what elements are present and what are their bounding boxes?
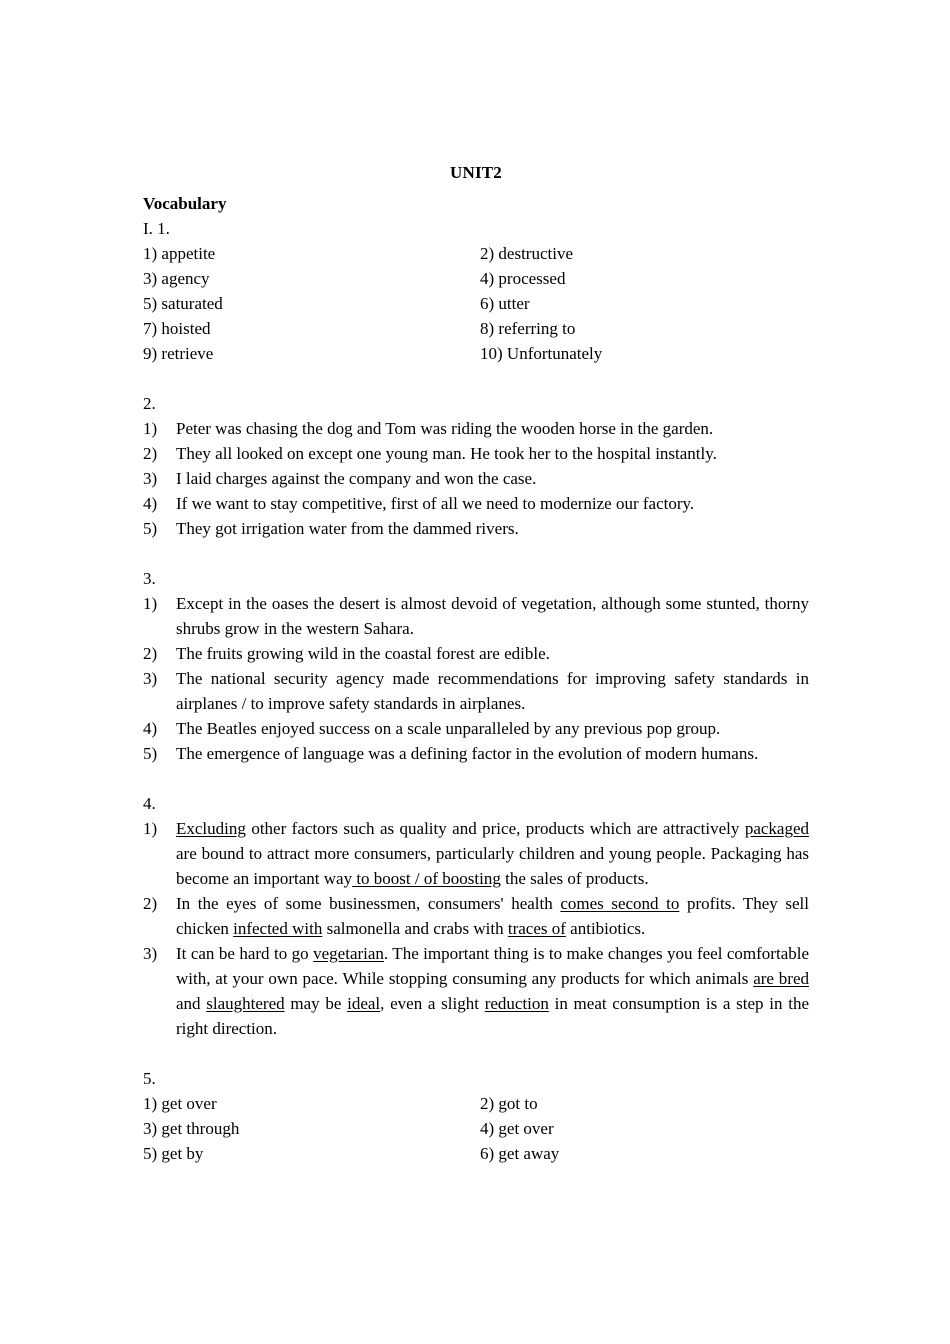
- underlined-answer: reduction: [484, 994, 549, 1013]
- underlined-answer: packaged: [744, 819, 809, 838]
- answer-item: 6) get away: [480, 1144, 560, 1163]
- sentence-text: in meat consumption is a step in the right direction.: [176, 994, 809, 1038]
- list-item-marker: 2): [143, 894, 158, 913]
- list-item-marker: 2): [143, 644, 158, 663]
- answer-item: 4) get over: [480, 1119, 554, 1138]
- exercise-3-label: 3.: [143, 569, 156, 588]
- list-item-marker: 5): [143, 519, 158, 538]
- list-item-text: The national security agency made recommendations for improving safety standards in airplanes / to improve safety standards in airplanes.: [176, 669, 809, 713]
- list-item-text: [176, 816, 809, 891]
- list-item-text: I laid charges against the company and won the case.: [176, 469, 537, 488]
- underlined-answer: infected with: [233, 919, 323, 938]
- exercise-1-answers: [143, 241, 809, 366]
- sentence-text: other factors such as quality and price, products which are attractively: [245, 819, 745, 838]
- page-title: UNIT2: [449, 163, 502, 182]
- answer-item: 2) destructive: [480, 244, 573, 263]
- sentence-text: and: [176, 994, 207, 1013]
- sentence-text: profits. They sell chicken: [176, 894, 810, 938]
- list-item: [143, 716, 809, 741]
- underlined-answer: vegetarian: [313, 944, 384, 963]
- list-item: [143, 441, 809, 466]
- list-item-text: The fruits growing wild in the coastal forest are edible.: [176, 644, 550, 663]
- list-item-text: If we want to stay competitive, first of all we need to modernize our factory.: [176, 494, 695, 513]
- answer-row: [143, 1091, 809, 1116]
- underlined-answer: comes second to: [560, 894, 680, 913]
- list-item-text: They got irrigation water from the dammed rivers.: [176, 519, 519, 538]
- answer-item: 7) hoisted: [143, 319, 211, 338]
- list-item: [143, 516, 809, 541]
- list-item-marker: 1): [143, 419, 158, 438]
- sentence-text: are bound to attract more consumers, particularly children and young people. Packaging has become an important way: [176, 844, 809, 888]
- sentence-text: In the eyes of some businessmen, consumers' health: [176, 894, 561, 913]
- exercise-5-label: 5.: [143, 1069, 156, 1088]
- list-item-marker: 3): [143, 669, 158, 688]
- spacer: [143, 366, 809, 391]
- spacer: [143, 1041, 809, 1066]
- list-item-marker: 4): [143, 494, 158, 513]
- list-item: [143, 491, 809, 516]
- answer-item: 1) get over: [143, 1094, 217, 1113]
- list-item: [143, 591, 809, 641]
- sentence-text: the sales of products.: [500, 869, 649, 888]
- section-heading-vocabulary: Vocabulary: [143, 194, 227, 213]
- exercise-4-label: 4.: [143, 794, 156, 813]
- sentence-text: salmonella and crabs with: [322, 919, 508, 938]
- answer-row: [143, 1116, 809, 1141]
- answer-item: 4) processed: [480, 269, 566, 288]
- list-item-marker: 4): [143, 719, 158, 738]
- answer-row: [143, 291, 809, 316]
- list-item-text: [176, 891, 809, 941]
- exercise-2-list: [143, 416, 809, 541]
- list-item: [143, 816, 809, 891]
- part-label: I. 1.: [143, 219, 170, 238]
- answer-item: 10) Unfortunately: [480, 344, 603, 363]
- sentence-text: , even a slight: [380, 994, 485, 1013]
- answer-item: 1) appetite: [143, 244, 216, 263]
- spacer: [143, 541, 809, 566]
- list-item-text: Peter was chasing the dog and Tom was riding the wooden horse in the garden.: [176, 419, 714, 438]
- exercise-2-label: 2.: [143, 394, 156, 413]
- answer-row: [143, 266, 809, 291]
- list-item-marker: 3): [143, 469, 158, 488]
- answer-item: 2) got to: [480, 1094, 538, 1113]
- list-item-marker: 1): [143, 594, 158, 613]
- answer-item: 5) get by: [143, 1144, 204, 1163]
- list-item: [143, 466, 809, 491]
- exercise-3-list: [143, 591, 809, 766]
- list-item-marker: 3): [143, 944, 158, 963]
- answer-item: 3) get through: [143, 1119, 240, 1138]
- underlined-answer: Excluding: [176, 819, 246, 838]
- sentence-text: . The important thing is to make changes you feel comfortable with, at your own pace. While stopping consuming any products for which animals: [176, 944, 810, 988]
- sentence-text: It can be hard to go: [176, 944, 314, 963]
- answer-row: [143, 316, 809, 341]
- sentence-text: may be: [284, 994, 348, 1013]
- list-item-text: The Beatles enjoyed success on a scale unparalleled by any previous pop group.: [176, 719, 721, 738]
- list-item: [143, 416, 809, 441]
- list-item: [143, 941, 809, 1041]
- list-item-text: The emergence of language was a defining factor in the evolution of modern humans.: [176, 744, 759, 763]
- list-item-marker: 5): [143, 744, 158, 763]
- list-item: [143, 666, 809, 716]
- answer-row: [143, 341, 809, 366]
- answer-row: [143, 241, 809, 266]
- list-item: [143, 741, 809, 766]
- list-item: [143, 641, 809, 666]
- underlined-answer: to boost / of boosting: [352, 869, 501, 888]
- answer-item: 8) referring to: [480, 319, 576, 338]
- answer-item: 9) retrieve: [143, 344, 214, 363]
- document-content: [143, 160, 809, 1166]
- answer-item: 5) saturated: [143, 294, 223, 313]
- answer-item: 6) utter: [480, 294, 530, 313]
- underlined-answer: traces of: [507, 919, 566, 938]
- list-item-marker: 2): [143, 444, 158, 463]
- underlined-answer: ideal: [347, 994, 381, 1013]
- answer-row: [143, 1141, 809, 1166]
- underlined-answer: slaughtered: [206, 994, 285, 1013]
- list-item-text: They all looked on except one young man. He took her to the hospital instantly.: [176, 444, 717, 463]
- list-item-text: [176, 941, 809, 1041]
- spacer: [143, 766, 809, 791]
- exercise-5-answers: [143, 1091, 809, 1166]
- sentence-text: antibiotics.: [565, 919, 646, 938]
- answer-item: 3) agency: [143, 269, 210, 288]
- list-item: [143, 891, 809, 941]
- list-item-text: Except in the oases the desert is almost devoid of vegetation, although some stunted, thorny shrubs grow in the western Sahara.: [176, 594, 809, 638]
- exercise-4-list: [143, 816, 809, 1041]
- underlined-answer: are bred: [753, 969, 809, 988]
- list-item-marker: 1): [143, 819, 158, 838]
